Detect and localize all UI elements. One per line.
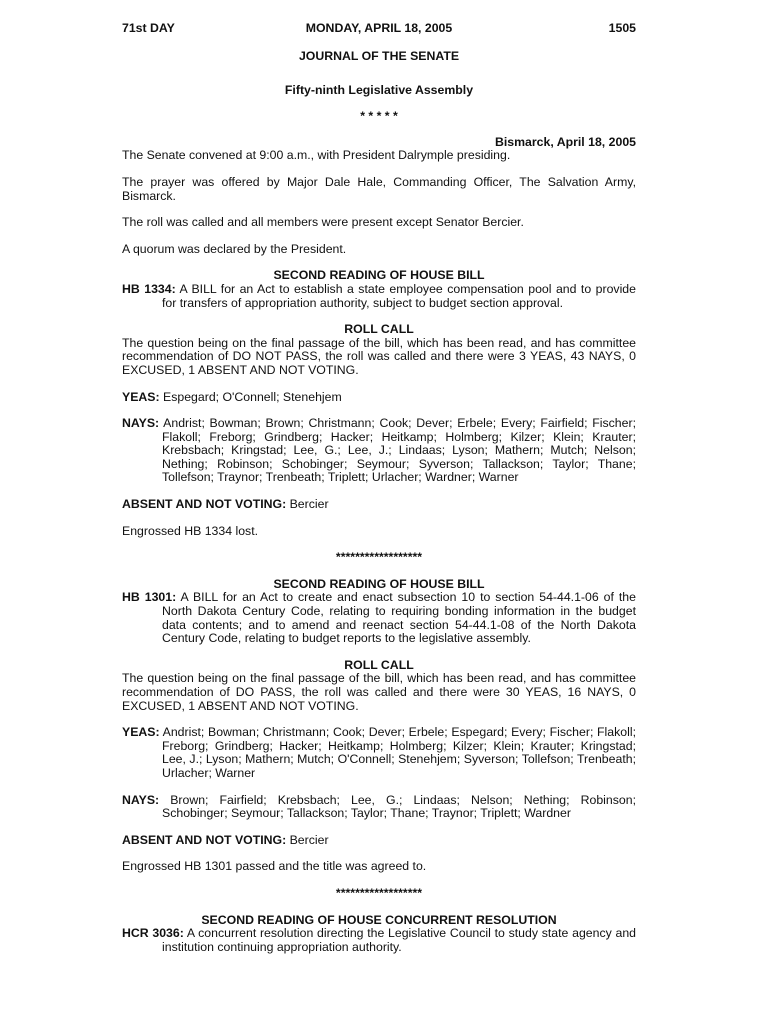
yeas-label: YEAS: <box>122 389 160 404</box>
bill-paragraph <box>122 283 636 310</box>
absent-list: Bercier <box>289 832 329 847</box>
nays-label: NAYS: <box>122 416 160 431</box>
yeas-list: Andrist; Bowman; Christmann; Cook; Dever; Erbele; Espegard; Every; Fischer; Flakoll; Freborg; Grindberg; Hacker; Heitkamp; Holmberg; Kilzer; Klein; Krauter; Kringstad; Lee, J.; Lyson; Mathern; Mutch; O'Connell; Stenehjem; Syverson; Tollefson; Trenbeath; Urlacher; Warner <box>162 725 637 780</box>
yeas-label: YEAS: <box>122 725 160 740</box>
running-header <box>122 22 636 38</box>
absent-label: ABSENT AND NOT VOTING: <box>122 832 287 847</box>
quorum-paragraph: A quorum was declared by the President. <box>122 241 347 256</box>
dateline: Bismarck, April 18, 2005 <box>494 134 636 149</box>
roll-call-text: The question being on the final passage of the bill, which has been read, and has committee recommendation of DO NOT PASS, the roll was called and there were 3 YEAS, 43 NAYS, 0 EXCUSED, 1 ABSENT AND NOT VOTING. <box>122 335 636 377</box>
nays-paragraph <box>122 794 636 821</box>
roll-call-heading: ROLL CALL <box>344 657 414 672</box>
nays-paragraph <box>122 417 636 485</box>
absent-list: Bercier <box>289 497 329 512</box>
legislative-day: 71st DAY <box>122 21 175 35</box>
bill-text: A BILL for an Act to establish a state employee compensation pool and to provide for transfers of appropriation authority, subject to budget section approval. <box>162 281 636 310</box>
stars-divider: * * * * * <box>360 109 398 124</box>
resolution-heading: SECOND READING OF HOUSE CONCURRENT RESOLUTION <box>201 912 557 927</box>
separator: ****************** <box>335 885 423 900</box>
section-heading: SECOND READING OF HOUSE BILL <box>273 268 485 283</box>
yeas-paragraph <box>122 726 636 780</box>
page-number: 1505 <box>608 21 636 35</box>
bill-label: HB 1301: <box>122 590 177 605</box>
assembly-title: Fifty-ninth Legislative Assembly <box>284 82 474 97</box>
absent-paragraph <box>122 834 636 848</box>
bill-paragraph <box>122 591 636 645</box>
nays-list: Brown; Fairfield; Krebsbach; Lee, G.; Lindaas; Nelson; Nething; Robinson; Schobinger; Seymour; Tallackson; Taylor; Thane; Traynor; Triplett; Wardner <box>162 792 636 821</box>
absent-paragraph <box>122 498 636 512</box>
prayer-paragraph: The prayer was offered by Major Dale Hale, Commanding Officer, The Salvation Army, Bismarck. <box>122 174 636 203</box>
roll-paragraph: The roll was called and all members were present except Senator Bercier. <box>122 215 524 230</box>
yeas-list: Espegard; O'Connell; Stenehjem <box>163 389 342 404</box>
yeas-paragraph <box>122 391 636 405</box>
separator: ****************** <box>335 550 423 565</box>
bill-label: HB 1334: <box>122 281 176 296</box>
journal-title: JOURNAL OF THE SENATE <box>298 49 460 63</box>
convened-paragraph: The Senate convened at 9:00 a.m., with President Dalrymple presiding. <box>122 148 511 163</box>
roll-call-text: The question being on the final passage of the bill, which has been read, and has committee recommendation of DO PASS, the roll was called and there were 30 YEAS, 16 NAYS, 0 EXCUSED, 1 ABSENT AND NOT VOTING. <box>122 671 636 713</box>
nays-label: NAYS: <box>122 792 160 807</box>
result-paragraph: Engrossed HB 1301 passed and the title was agreed to. <box>122 859 427 874</box>
journal-page <box>122 22 636 954</box>
resolution-text: A concurrent resolution directing the Legislative Council to study state agency and institution continuing appropriation authority. <box>162 926 636 954</box>
section-heading: SECOND READING OF HOUSE BILL <box>273 576 485 591</box>
bill-text: A BILL for an Act to create and enact subsection 10 to section 54-44.1-06 of the North Dakota Century Code, relating to requiring bonding information in the budget data contents; and to amend and reenact section 54-44.1-08 of the North Dakota Century Code, relating to budget reports to the legislative assembly. <box>162 590 636 646</box>
roll-call-heading: ROLL CALL <box>344 322 414 337</box>
resolution-paragraph <box>122 927 636 954</box>
header-date: MONDAY, APRIL 18, 2005 <box>305 21 453 35</box>
nays-list: Andrist; Bowman; Brown; Christmann; Cook; Dever; Erbele; Every; Fairfield; Fischer; Flakoll; Freborg; Grindberg; Hacker; Heitkamp; Holmberg; Kilzer; Klein; Krauter; Krebsbach; Kringstad; Lee, G.; Lee, J.; Lindaas; Lyson; Mathern; Mutch; Nelson; Nething; Robinson; Schobinger; Seymour; Syverson; Tallackson; Taylor; Thane; Tollefson; Traynor; Trenbeath; Triplett; Urlacher; Wardner; Warner <box>162 416 636 485</box>
absent-label: ABSENT AND NOT VOTING: <box>122 497 287 512</box>
result-paragraph: Engrossed HB 1334 lost. <box>122 523 259 538</box>
resolution-label: HCR 3036: <box>122 926 184 941</box>
